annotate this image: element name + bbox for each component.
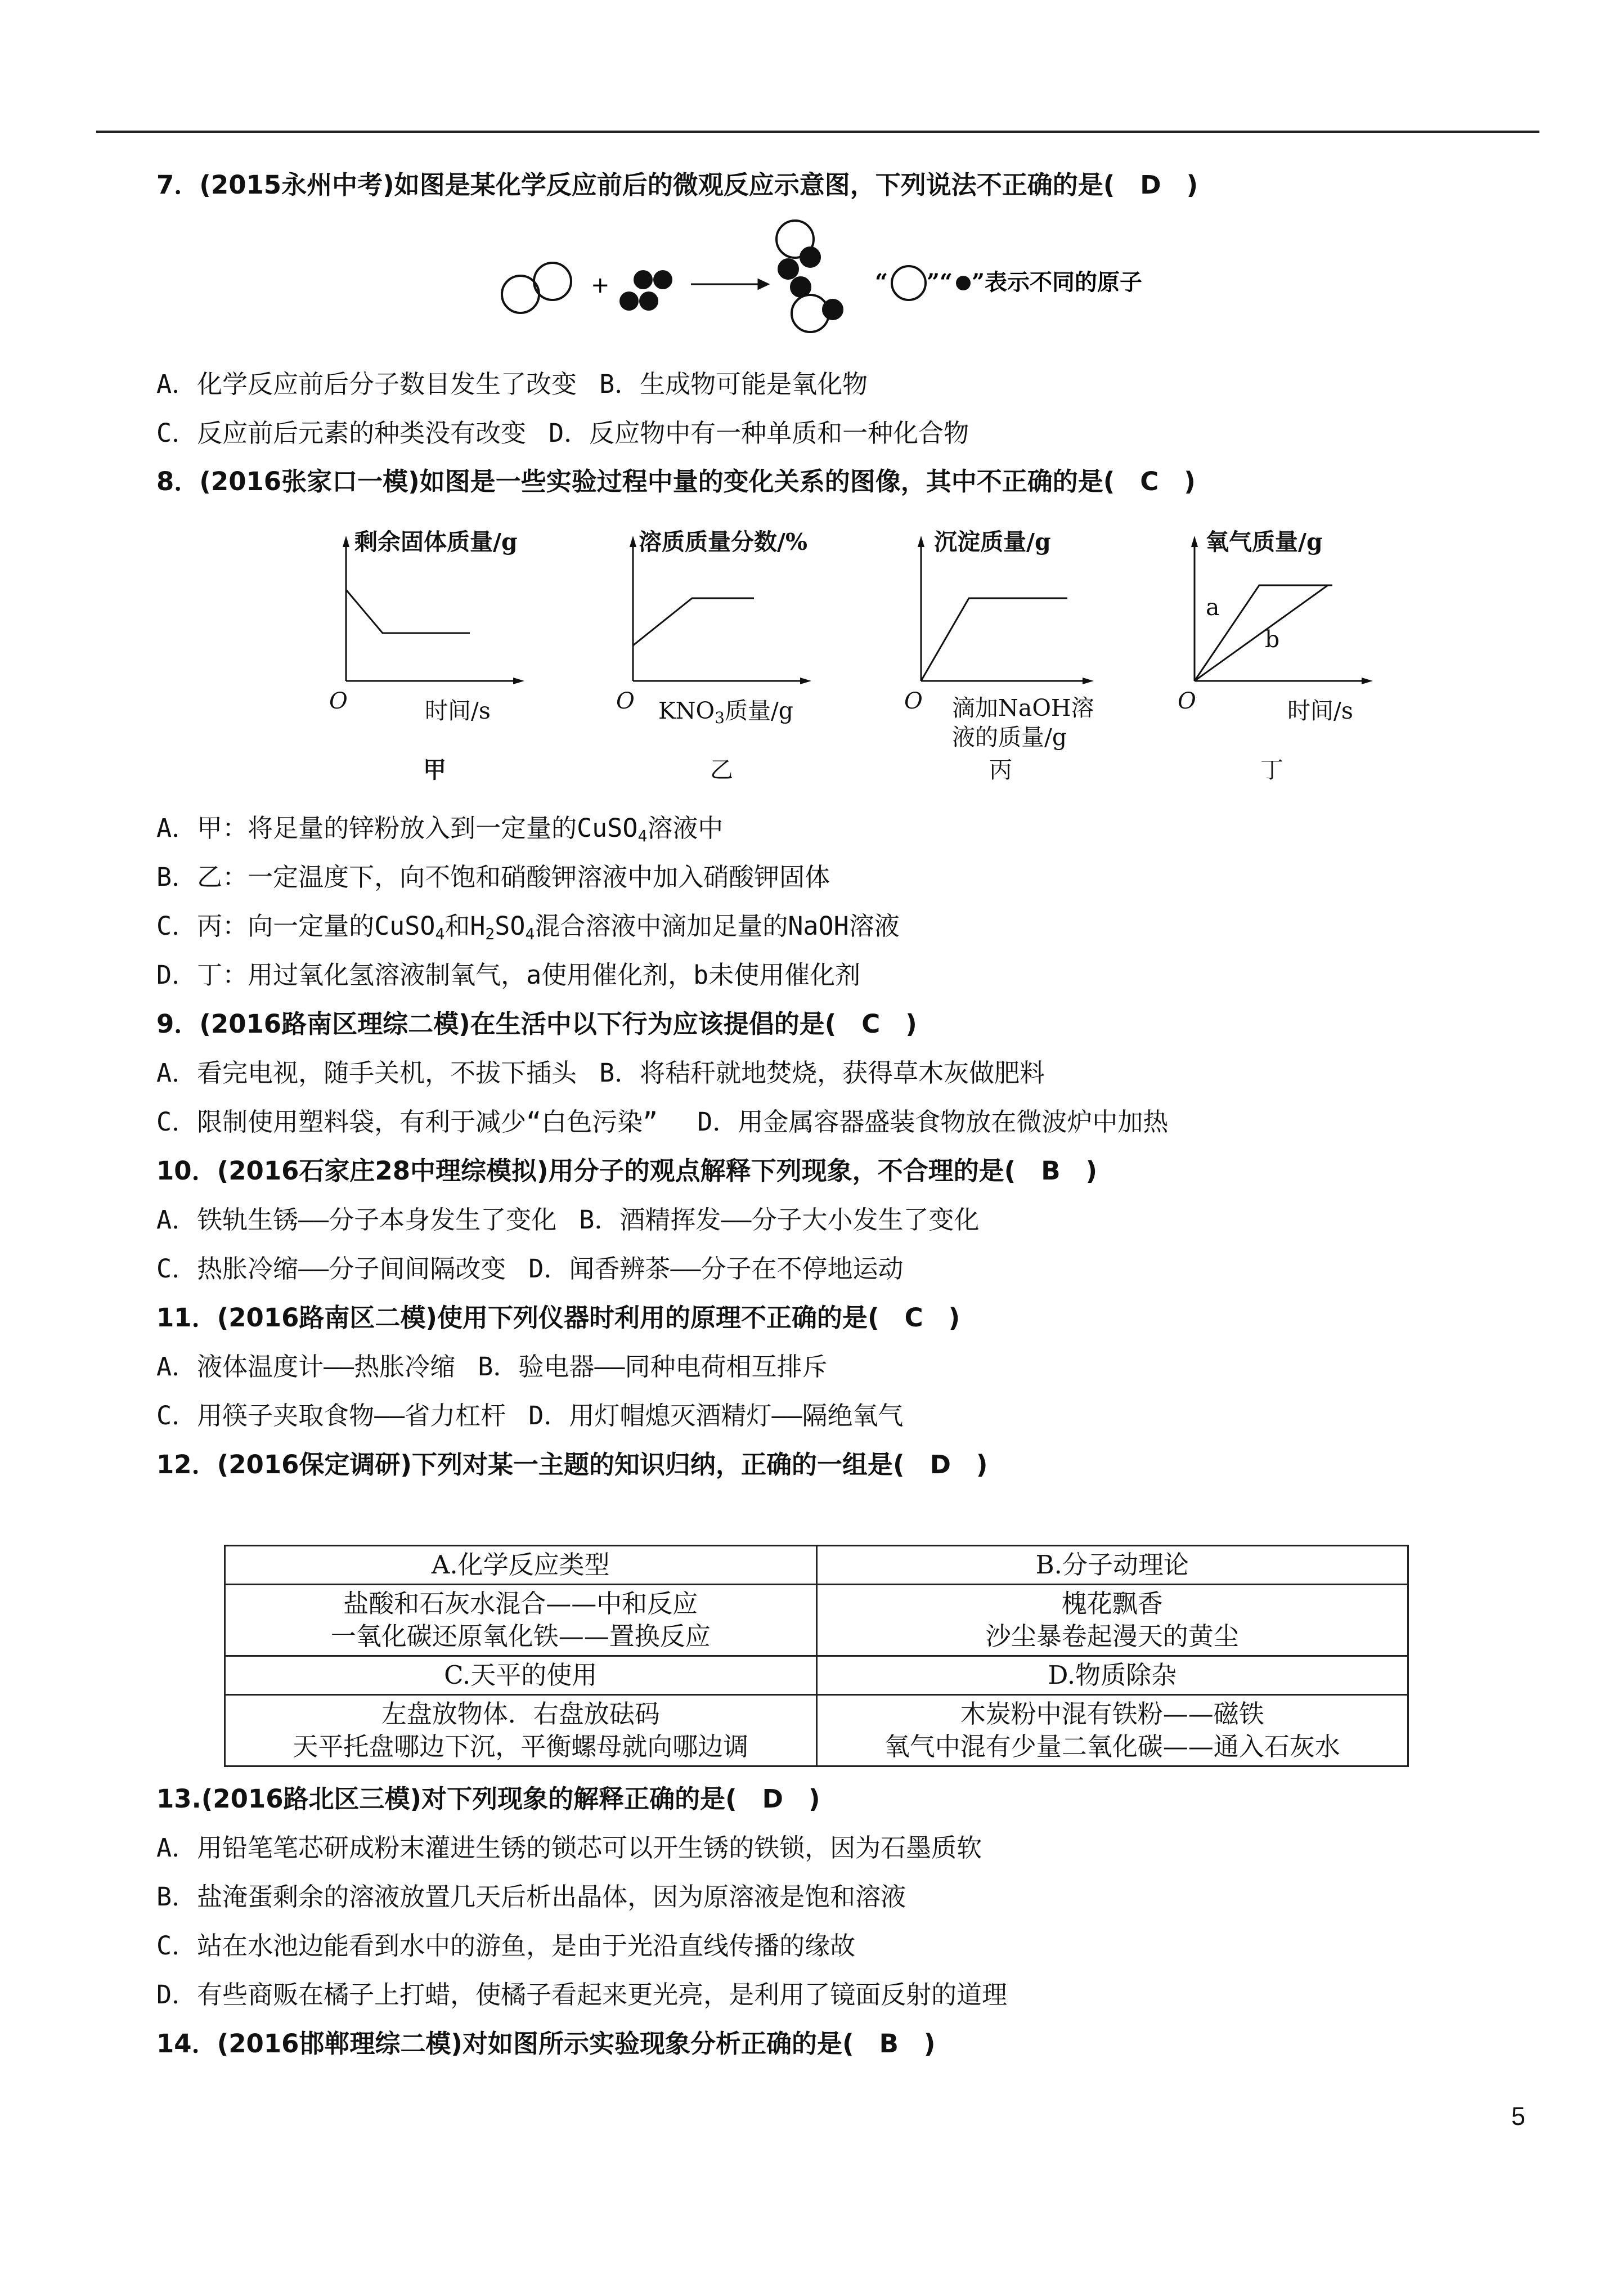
chart-yi-xlabel: $KNO_3$质量/g bbox=[658, 697, 794, 727]
caption-jia: 甲 bbox=[423, 756, 446, 783]
chart-yi-ylabel: 溶质质量分数/% bbox=[639, 528, 807, 555]
q13-option-a: A．用铅笔笔芯研成粉末灌进生锈的锁芯可以开生锈的铁锁，因为石墨质软 bbox=[156, 1833, 982, 1863]
q10-options-row2 bbox=[156, 1253, 904, 1285]
q8-option-c: C．丙：向一定量的CuSO$_4$和$H_2SO_4$混合溶液中滴加足量的NaOH溶液 bbox=[156, 911, 900, 943]
chart-yi bbox=[616, 518, 900, 732]
plus-sign: + bbox=[591, 272, 610, 298]
q8-option-b: B．乙：一定温度下，向不饱和硝酸钾溶液中加入硝酸钾固体 bbox=[156, 862, 830, 892]
q9-options-row2 bbox=[156, 1106, 1168, 1138]
chart-bing bbox=[904, 518, 1188, 751]
q7-stem: 7．(2015永州中考)如图是某化学反应前后的微观反应示意图，下列说法不正确的是( D ) bbox=[156, 170, 1198, 200]
header-rule bbox=[96, 131, 1539, 133]
chart-ding-xlabel: 时间/s bbox=[1287, 697, 1353, 724]
q10-option-b: B．酒精挥发——分子大小发生了变化 bbox=[579, 1205, 980, 1235]
q7-options-row2 bbox=[156, 417, 969, 450]
chart-ding-origin: O bbox=[1178, 688, 1196, 714]
reactant-o2-molecule bbox=[502, 263, 571, 313]
q10-option-c: C．热胀冷缩——分子间间隔改变 bbox=[156, 1254, 506, 1284]
q8-stem: 8．(2016张家口一模)如图是一些实验过程中量的变化关系的图像，其中不正确的是( C ) bbox=[156, 467, 1196, 496]
q13-option-d: D．有些商贩在橘子上打蜡，使橘子看起来更光亮，是利用了镜面反射的道理 bbox=[156, 1980, 1008, 2010]
q12-stem: 12．(2016保定调研)下列对某一主题的知识归纳，正确的一组是( D ) bbox=[156, 1450, 988, 1479]
table-head-c: C.天平的使用 bbox=[225, 1656, 817, 1695]
table-head-b: B.分子动理论 bbox=[816, 1546, 1408, 1585]
q9-option-a: A．看完电视，随手关机，不拔下插头 bbox=[156, 1058, 577, 1088]
q11-option-a: A．液体温度计——热胀冷缩 bbox=[156, 1352, 456, 1382]
q11-option-b: B．验电器——同种电荷相互排斥 bbox=[478, 1352, 828, 1382]
q9-option-c: C．限制使用塑料袋，有利于减少“白色污染” bbox=[156, 1107, 658, 1137]
q7-option-c: C．反应前后元素的种类没有改变 bbox=[156, 418, 527, 448]
table-cell-d: 木炭粉中混有铁粉——磁铁 氧气中混有少量二氧化碳——通入石灰水 bbox=[816, 1695, 1408, 1766]
chart-jia-origin: O bbox=[329, 688, 348, 714]
atom-legend bbox=[875, 266, 1142, 300]
chart-ding-ylabel: 氧气质量/g bbox=[1206, 528, 1323, 555]
q8-option-a: A．甲：将足量的锌粉放入到一定量的CuSO$_4$溶液中 bbox=[156, 813, 724, 845]
table-head-a: A.化学反应类型 bbox=[225, 1546, 817, 1585]
chart-ding-label-a: a bbox=[1206, 594, 1220, 621]
q11-options-row2 bbox=[156, 1400, 904, 1432]
chart-bing-origin: O bbox=[904, 688, 923, 714]
chart-bing-xlabel-line1: 滴加NaOH溶 bbox=[952, 694, 1094, 721]
table-cell-c: 左盘放物体．右盘放砝码 天平托盘哪边下沉，平衡螺母就向哪边调 bbox=[225, 1695, 817, 1766]
page-number: 5 bbox=[1511, 2102, 1526, 2131]
table-head-d: D.物质除杂 bbox=[816, 1656, 1408, 1695]
chart-yi-origin: O bbox=[616, 688, 635, 714]
q11-option-d: D．用灯帽熄灭酒精灯——隔绝氧气 bbox=[528, 1401, 904, 1430]
product-molecules bbox=[776, 221, 842, 332]
table-cell-a: 盐酸和石灰水混合——中和反应 一氧化碳还原氧化铁——置换反应 bbox=[225, 1585, 817, 1656]
svg-text:”“: ”“ bbox=[927, 269, 953, 295]
caption-bing: 丙 bbox=[989, 756, 1012, 783]
reaction-arrow bbox=[691, 280, 768, 289]
q11-stem: 11．(2016路南区二模)使用下列仪器时利用的原理不正确的是( C ) bbox=[156, 1303, 960, 1333]
table-cell-b: 槐花飘香 沙尘暴卷起漫天的黄尘 bbox=[816, 1585, 1408, 1656]
q7-option-b: B．生成物可能是氧化物 bbox=[599, 369, 868, 399]
q11-option-c: C．用筷子夹取食物——省力杠杆 bbox=[156, 1401, 506, 1430]
chart-yi-curve bbox=[633, 598, 754, 645]
reactant-black-molecules bbox=[619, 270, 672, 311]
q8-option-d: D．丁：用过氧化氢溶液制氧气，a使用催化剂，b未使用催化剂 bbox=[156, 960, 861, 990]
chart-bing-xlabel-line2: 液的质量/g bbox=[952, 724, 1067, 751]
chart-bing-ylabel: 沉淀质量/g bbox=[934, 528, 1051, 555]
q9-stem: 9．(2016路南区理综二模)在生活中以下行为应该提倡的是( C ) bbox=[156, 1009, 917, 1039]
q9-option-b: B．将秸秆就地焚烧，获得草木灰做肥料 bbox=[599, 1058, 1045, 1088]
q10-options-row1 bbox=[156, 1204, 980, 1236]
chart-ding bbox=[1180, 518, 1462, 732]
caption-ding: 丁 bbox=[1260, 756, 1283, 783]
chart-jia-xlabel: 时间/s bbox=[425, 697, 491, 724]
q7-option-a: A．化学反应前后分子数目发生了改变 bbox=[156, 369, 577, 399]
q7-options-row1 bbox=[156, 368, 868, 401]
q13-stem: 13.(2016路北区三模)对下列现象的解释正确的是( D ) bbox=[156, 1784, 820, 1814]
q10-stem: 10．(2016石家庄28中理综模拟)用分子的观点解释下列现象，不合理的是( B ) bbox=[156, 1156, 1098, 1186]
chart-bing-curve bbox=[921, 598, 1067, 681]
q13-option-b: B．盐淹蛋剩余的溶液放置几天后析出晶体，因为原溶液是饱和溶液 bbox=[156, 1882, 906, 1912]
chart-jia bbox=[329, 518, 613, 732]
chart-ding-label-b: b bbox=[1265, 626, 1280, 653]
q10-option-a: A．铁轨生锈——分子本身发生了变化 bbox=[156, 1205, 557, 1235]
q11-options-row1 bbox=[156, 1351, 828, 1383]
chart-jia-curve bbox=[346, 590, 470, 633]
q10-option-d: D．闻香辨茶——分子在不停地运动 bbox=[528, 1254, 904, 1284]
q12-knowledge-table bbox=[224, 1545, 1409, 1767]
svg-text:”表示不同的原子: ”表示不同的原子 bbox=[972, 269, 1143, 295]
chart-jia-ylabel: 剩余固体质量/g bbox=[354, 528, 518, 555]
q7-option-d: D．反应物中有一种单质和一种化合物 bbox=[549, 418, 969, 448]
caption-yi: 乙 bbox=[710, 756, 733, 783]
q13-option-c: C．站在水池边能看到水中的游鱼，是由于光沿直线传播的缘故 bbox=[156, 1931, 856, 1961]
q7-reaction-diagram bbox=[484, 217, 1215, 346]
q9-option-d: D．用金属容器盛装食物放在微波炉中加热 bbox=[697, 1107, 1169, 1137]
q14-stem: 14．(2016邯郸理综二模)对如图所示实验现象分析正确的是( B ) bbox=[156, 2029, 936, 2059]
svg-text:“: “ bbox=[875, 269, 888, 295]
q9-options-row1 bbox=[156, 1057, 1045, 1089]
